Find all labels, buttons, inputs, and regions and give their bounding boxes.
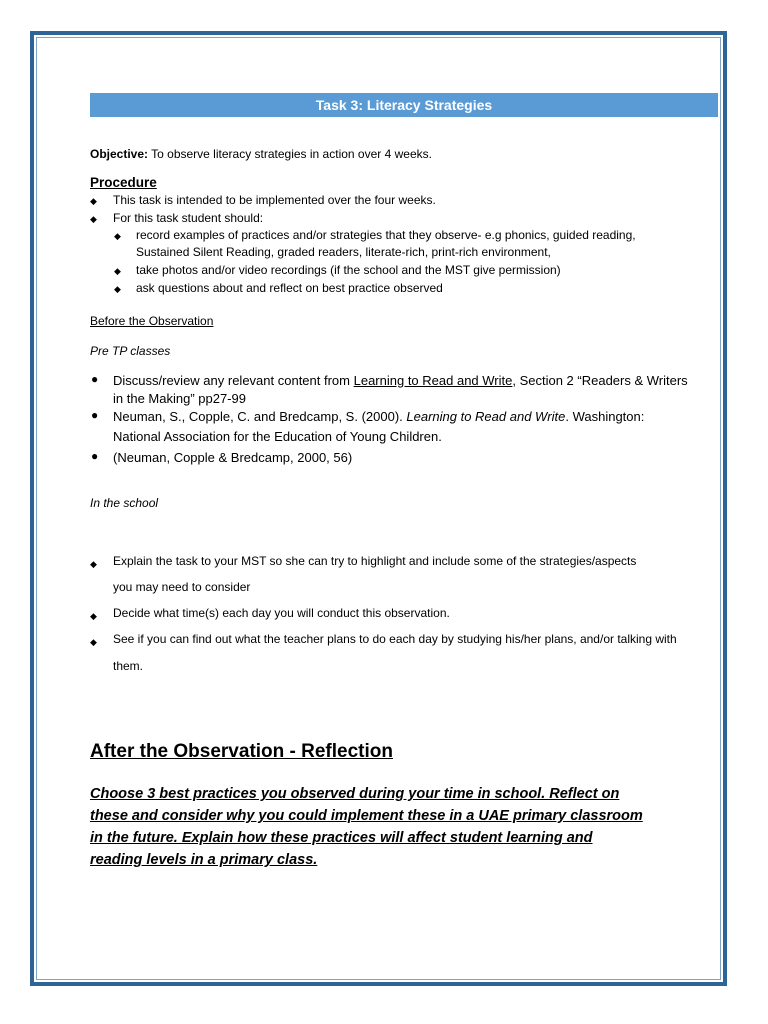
diamond-bullet-icon: ◆ (90, 611, 97, 621)
before-item-1-text: Discuss/review any relevant content from (113, 373, 354, 388)
learning-to-read-link: Learning to Read and Write (353, 373, 513, 388)
bullet-icon: ● (91, 372, 99, 386)
reflection-line: in the future. Explain how these practices will affect student learning and (90, 830, 593, 846)
before-item-2-suffix: . Washington: (565, 409, 645, 424)
procedure-subitem-cont: Sustained Silent Reading, graded readers, literate-rich, print-rich environment, (136, 245, 551, 259)
school-item-cont: them. (113, 659, 144, 673)
before-item-1-line2: in the Making” pp27-99 (113, 391, 246, 406)
before-item-1-suffix: , Section 2 “Readers & Writers (512, 373, 688, 388)
before-item-3: (Neuman, Copple & Bredcamp, 2000, 56) (113, 450, 353, 465)
in-school-heading: In the school (90, 496, 159, 510)
procedure-item: This task is intended to be implemented over the four weeks. (113, 193, 436, 207)
after-heading: After the Observation - Reflection (90, 741, 393, 762)
reflection-line: reading levels in a primary class. (90, 852, 318, 868)
diamond-bullet-icon: ◆ (114, 231, 121, 241)
before-heading: Before the Observation (90, 314, 214, 328)
school-item: See if you can find out what the teacher plans to do each day by studying his/her plans, and/or talking with (113, 632, 677, 646)
objective-label: Objective: (90, 147, 149, 161)
bullet-icon: ● (91, 449, 99, 463)
procedure-subitem: ask questions about and reflect on best practice observed (136, 281, 443, 295)
diamond-bullet-icon: ◆ (90, 637, 97, 647)
bullet-icon: ● (91, 408, 99, 422)
procedure-subitem: take photos and/or video recordings (if the school and the MST give permission) (136, 263, 561, 277)
diamond-bullet-icon: ◆ (114, 266, 121, 276)
before-item-2-text: Neuman, S., Copple, C. and Bredcamp, S. (2000). (113, 409, 407, 424)
diamond-bullet-icon: ◆ (90, 196, 97, 206)
procedure-item: For this task student should: (113, 211, 264, 225)
school-item: Explain the task to your MST so she can try to highlight and include some of the strategies/aspects (113, 554, 637, 568)
diamond-bullet-icon: ◆ (114, 284, 121, 294)
pre-tp-heading: Pre TP classes (90, 344, 171, 358)
reflection-line: Choose 3 best practices you observed during your time in school. Reflect on (90, 786, 620, 802)
objective-text: To observe literacy strategies in action over 4 weeks. (148, 147, 432, 161)
before-item-2-line2: National Association for the Education of Young Children. (113, 429, 442, 444)
before-item-1 (113, 371, 713, 390)
reflection-line: these and consider why you could implement these in a UAE primary classroom (90, 808, 643, 824)
objective (90, 147, 432, 161)
procedure-heading: Procedure (90, 175, 157, 190)
task-title: Task 3: Literacy Strategies (90, 93, 718, 117)
diamond-bullet-icon: ◆ (90, 214, 97, 224)
school-item-cont: you may need to consider (113, 580, 251, 594)
school-item: Decide what time(s) each day you will conduct this observation. (113, 606, 450, 620)
diamond-bullet-icon: ◆ (90, 559, 97, 569)
book-title: Learning to Read and Write (406, 409, 566, 424)
before-item-2 (113, 407, 713, 426)
procedure-subitem: record examples of practices and/or strategies that they observe- e.g phonics, guided reading, (136, 228, 636, 242)
